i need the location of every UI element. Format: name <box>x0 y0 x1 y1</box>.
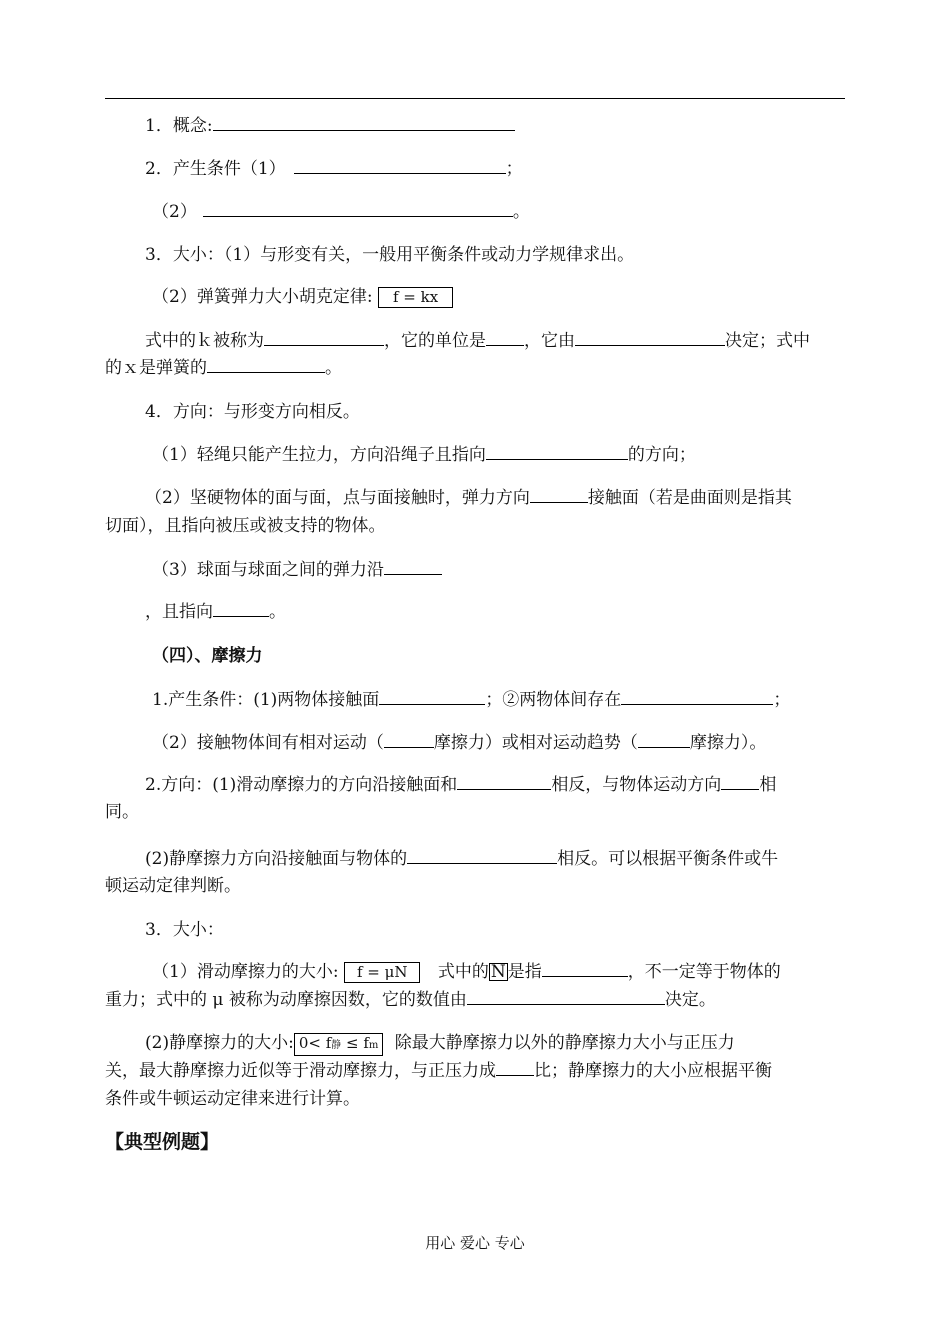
formula-part: 0< f <box>298 1034 332 1052</box>
punct: 。 <box>512 202 530 222</box>
direction-item3 <box>152 558 442 582</box>
text: 1.产生条件：(1)两物体接触面 <box>152 690 380 710</box>
text: （2）坚硬物体的面与面，点与面接触时，弹力方向 <box>145 488 530 508</box>
page-footer: 用心 爱心 专心 <box>425 1234 525 1252</box>
blank <box>379 688 485 705</box>
text: (2)静摩擦力的大小: <box>145 1033 294 1053</box>
blank <box>621 688 773 705</box>
blank <box>496 1059 534 1076</box>
text: 相 <box>759 775 777 795</box>
text: 。 <box>325 358 342 378</box>
direction-line: 4．方向：与形变方向相反。 <box>145 402 360 422</box>
text: ；②两物体间存在 <box>485 690 622 710</box>
concept-line <box>145 114 515 138</box>
blank <box>575 329 725 346</box>
direction-item1 <box>152 443 696 467</box>
text: 的方向； <box>627 445 696 465</box>
static-formula <box>294 1033 384 1056</box>
blank <box>207 356 325 373</box>
text: 2.方向：(1)滑动摩擦力的方向沿接触面和 <box>145 775 458 795</box>
conditions-item2 <box>152 200 530 224</box>
header-rule <box>105 98 845 99</box>
blank <box>530 486 588 503</box>
punct: ； <box>505 159 523 179</box>
text: 除最大静摩擦力以外的静摩擦力大小与正压力 <box>394 1033 735 1053</box>
text: 式中的ｋ被称为 <box>145 331 264 351</box>
text: （1）滑动摩擦力的大小: <box>152 962 339 982</box>
blank <box>407 847 557 864</box>
blank <box>638 731 690 748</box>
text: 相反。可以根据平衡条件或牛 <box>557 849 779 869</box>
blank <box>264 329 384 346</box>
direction-item2 <box>145 486 792 510</box>
examples-heading: 【典型例题】 <box>105 1131 220 1153</box>
text: 重力；式中的 μ 被称为动摩擦因数，它的数值由 <box>105 990 467 1010</box>
text: （2）接触物体间有相对运动（ <box>152 733 384 753</box>
formula-sub: m <box>368 1040 379 1051</box>
text: 关，最大静摩擦力近似等于滑动摩擦力，与正压力成 <box>105 1061 496 1081</box>
hooke-formula: f = kx <box>378 287 453 308</box>
friction-cond1 <box>152 688 790 712</box>
static-friction-cont2: 条件或牛顿运动定律来进行计算。 <box>105 1089 360 1109</box>
direction-item2-cont: 切面），且指向被压或被支持的物体。 <box>105 516 386 536</box>
blank <box>213 600 269 617</box>
conditions-label: 2．产生条件（1） <box>145 159 286 179</box>
text: 相反，与物体运动方向 <box>551 775 722 795</box>
blank <box>486 443 628 460</box>
blank <box>294 157 506 174</box>
text: 。 <box>269 602 286 622</box>
sliding-friction-cont <box>105 988 716 1012</box>
sliding-formula: f = μN <box>344 962 421 983</box>
formula-part: ≤ f <box>341 1034 369 1052</box>
blank <box>384 558 442 575</box>
text: ，不一定等于物体的 <box>627 962 781 982</box>
text: 摩擦力）或相对运动趋势（ <box>433 733 638 753</box>
friction-dir1 <box>145 773 776 797</box>
item-label: （2） <box>152 202 197 222</box>
blank <box>721 773 759 790</box>
friction-cond2 <box>152 731 766 755</box>
text: ，它的单位是 <box>384 331 486 351</box>
friction-size-label: 3．大小： <box>145 920 224 940</box>
concept-label: 1．概念: <box>145 116 213 136</box>
friction-dir2 <box>145 847 778 871</box>
text: 式中的 <box>437 962 489 982</box>
conditions-line <box>145 157 523 181</box>
text: 比；静摩擦力的大小应根据平衡 <box>534 1061 772 1081</box>
formula-sub: 静 <box>331 1040 342 1051</box>
static-friction-line <box>145 1031 735 1056</box>
text: （1）轻绳只能产生拉力，方向沿绳子且指向 <box>152 445 486 465</box>
blank <box>384 731 434 748</box>
friction-dir2-cont: 顿运动定律判断。 <box>105 876 241 896</box>
hooke-line <box>152 285 453 309</box>
sliding-friction-line <box>152 960 781 984</box>
text: 摩擦力）。 <box>689 733 767 753</box>
text: (2)静摩擦力方向沿接触面与物体的 <box>145 849 408 869</box>
magnitude-line: 3．大小：（1）与形变有关，一般用平衡条件或动力学规律求出。 <box>145 245 635 265</box>
blank <box>213 114 515 131</box>
blank <box>203 200 513 217</box>
blank <box>486 329 524 346</box>
blank <box>457 773 551 790</box>
hooke-label: （2）弹簧弹力大小胡克定律: <box>152 287 373 307</box>
friction-dir1-cont: 同。 <box>105 802 139 822</box>
blank <box>542 960 628 977</box>
text: 是指 <box>507 962 542 982</box>
text: ，它由 <box>524 331 575 351</box>
text: ，且指向 <box>145 602 213 622</box>
text: 接触面（若是曲面则是指其 <box>587 488 792 508</box>
friction-heading: （四）、摩擦力 <box>152 646 263 666</box>
text: 决定。 <box>664 990 716 1010</box>
blank <box>467 988 665 1005</box>
x-line <box>105 356 342 380</box>
direction-item3-cont <box>145 600 286 624</box>
text: 决定；式中 <box>725 331 810 351</box>
text: ； <box>773 690 791 710</box>
static-friction-cont1 <box>105 1059 772 1083</box>
k-line <box>145 329 810 353</box>
text: （3）球面与球面之间的弹力沿 <box>152 560 384 580</box>
n-symbol: N <box>490 962 506 982</box>
text: 的ｘ是弹簧的 <box>105 358 207 378</box>
